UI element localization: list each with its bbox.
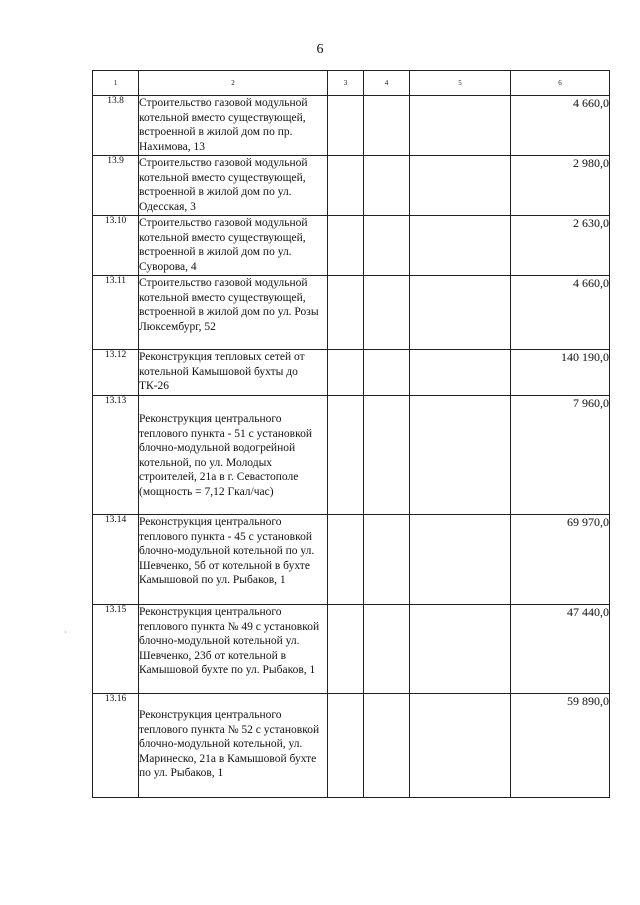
empty-cell [328,396,364,515]
row-value: 4 660,0 [511,276,610,350]
row-value: 2 980,0 [511,156,610,216]
empty-cell [364,156,410,216]
empty-cell [364,276,410,350]
empty-cell [410,605,511,694]
row-number: 13.13 [93,396,139,515]
row-value: 47 440,0 [511,605,610,694]
row-number: 13.12 [93,350,139,396]
row-name: Строительство газовой модульной котельной вместо существующей, встроенной в жилой дом по ул. Розы Люксембург, 52 [139,276,328,350]
empty-cell [410,96,511,156]
row-number: 13.15 [93,605,139,694]
empty-cell [364,216,410,276]
empty-cell [410,515,511,605]
column-header-1: 1 [93,71,139,96]
row-number: 13.8 [93,96,139,156]
row-name: Строительство газовой модульной котельной вместо существующей, встроенной в жилой дом по пр. Нахимова, 13 [139,96,328,156]
projects-table [92,70,610,798]
table-row [93,350,610,396]
empty-cell [328,694,364,798]
empty-cell [410,216,511,276]
empty-cell [328,276,364,350]
row-value: 59 890,0 [511,694,610,798]
row-name: Реконструкция центрального теплового пункта № 52 с установкой блочно-модульной котельной, ул. Маринеско, 21а в Камышовой бухте по ул. Рыбаков, 1 [139,694,328,798]
row-number: 13.14 [93,515,139,605]
table-row [93,396,610,515]
row-name: Реконструкция центрального теплового пункта - 45 с установкой блочно-модульной котельной по ул. Шевченко, 5б от котельной в бухте Камышовой по ул. Рыбаков, 1 [139,515,328,605]
row-value: 2 630,0 [511,216,610,276]
empty-cell [410,276,511,350]
table-row [93,515,610,605]
empty-cell [328,605,364,694]
row-name: Реконструкция тепловых сетей от котельной Камышовой бухты до ТК-26 [139,350,328,396]
empty-cell [328,156,364,216]
empty-cell [364,605,410,694]
column-header-6: 6 [511,71,610,96]
empty-cell [328,350,364,396]
empty-cell [328,96,364,156]
page-number: 6 [316,42,324,57]
row-number: 13.9 [93,156,139,216]
empty-cell [410,156,511,216]
header-row [93,71,610,96]
empty-cell [410,396,511,515]
empty-cell [364,350,410,396]
column-header-5: 5 [410,71,511,96]
row-value: 7 960,0 [511,396,610,515]
empty-cell [410,350,511,396]
table-row [93,605,610,694]
column-header-4: 4 [364,71,410,96]
column-header-2: 2 [139,71,328,96]
table-row [93,276,610,350]
row-value: 4 660,0 [511,96,610,156]
empty-cell [364,515,410,605]
empty-cell [364,694,410,798]
empty-cell [410,694,511,798]
empty-cell [364,396,410,515]
row-number: 13.16 [93,694,139,798]
empty-cell [328,216,364,276]
column-header-3: 3 [328,71,364,96]
row-value: 140 190,0 [511,350,610,396]
table-row [93,216,610,276]
row-number: 13.11 [93,276,139,350]
empty-cell [328,515,364,605]
row-number: 13.10 [93,216,139,276]
row-name: Строительство газовой модульной котельной вместо существующей, встроенной в жилой дом по ул. Одесская, 3 [139,156,328,216]
table-row [93,694,610,798]
row-name: Реконструкция центрального теплового пункта № 49 с установкой блочно-модульной котельной ул. Шевченко, 23б от котельной в Камышовой бухте по ул. Рыбаков, 1 [139,605,328,694]
margin-mark: · [64,628,67,637]
table-row [93,96,610,156]
empty-cell [364,96,410,156]
row-name: Реконструкция центрального теплового пункта - 51 с установкой блочно-модульной водогрейной котельной, по ул. Молодых строителей, 21а в г. Севастополе (мощность = 7,12 Гкал/час) [139,396,328,515]
row-name: Строительство газовой модульной котельной вместо существующей, встроенной в жилой дом по ул. Суворова, 4 [139,216,328,276]
table-row [93,156,610,216]
row-value: 69 970,0 [511,515,610,605]
